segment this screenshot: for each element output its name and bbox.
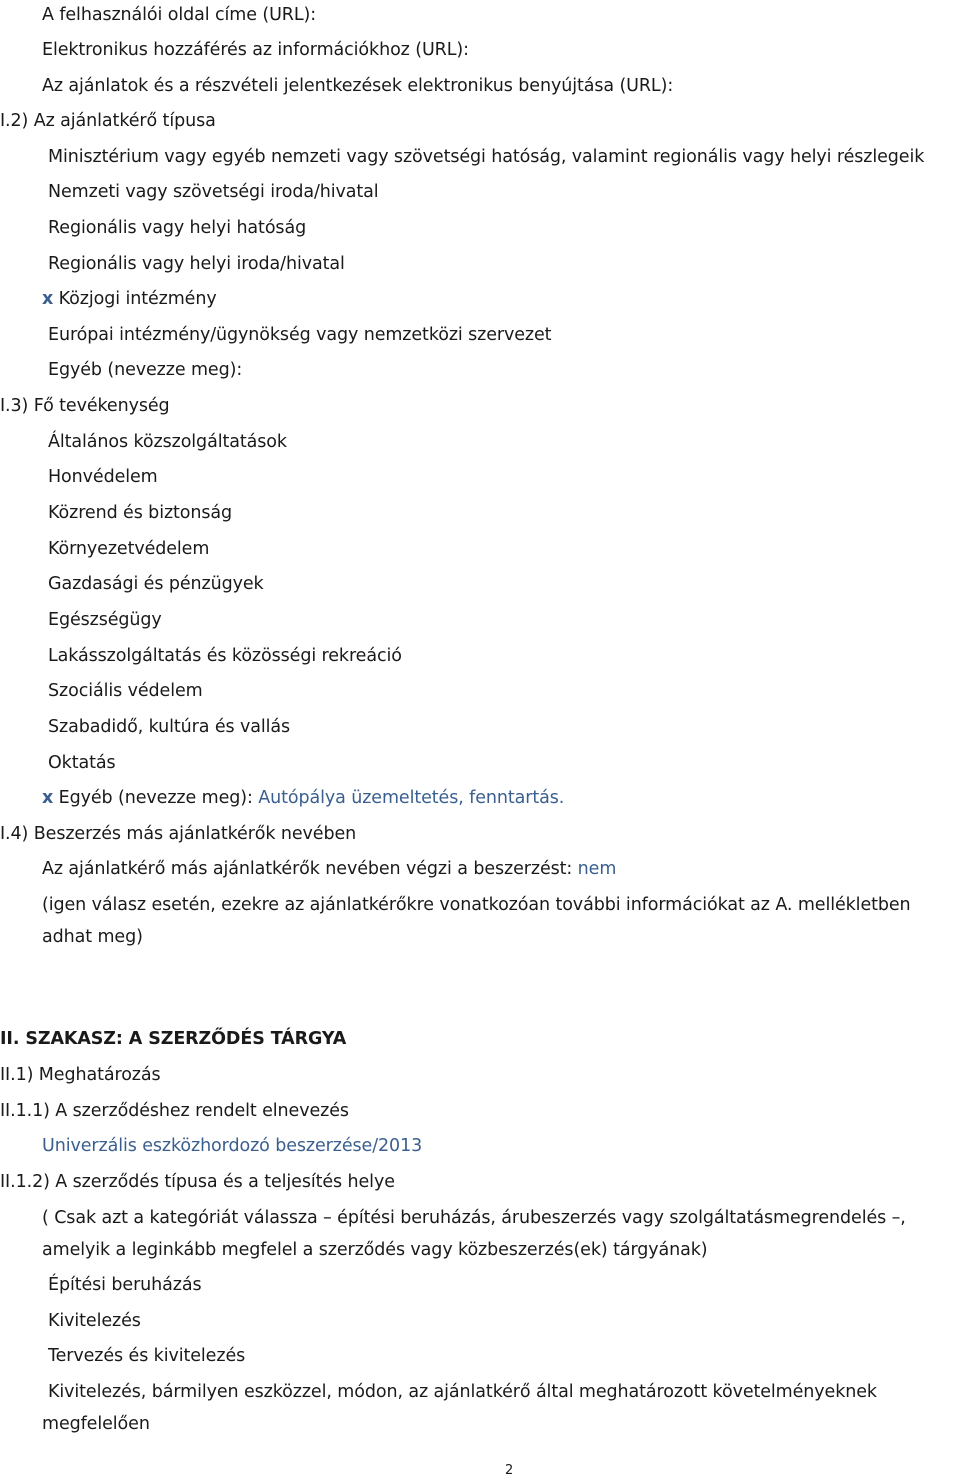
i3-option-housing: Lakásszolgáltatás és közösségi rekreáció <box>48 646 402 666</box>
i3-option-recreation: Szabadidő, kultúra és vallás <box>48 717 291 737</box>
ii12-option-execution-any-means: Kivitelezés, bármilyen eszközzel, módon, az ajánlatkérő által meghatározott követelményeknek megfelelően <box>42 1382 877 1434</box>
i2-option-ministry: Minisztérium vagy egyéb nemzeti vagy szövetségi hatóság, valamint regionális vagy helyi részlegeik <box>48 147 925 167</box>
i2-option-public-body-label: Közjogi intézmény <box>58 289 217 309</box>
i3-option-other-value: Autópálya üzemeltetés, fenntartás. <box>258 788 565 808</box>
ii12-option-design-execution: Tervezés és kivitelezés <box>48 1346 246 1366</box>
selected-mark: x <box>42 788 54 808</box>
i3-option-defence: Honvédelem <box>48 467 158 487</box>
i3-option-general-services: Általános közszolgáltatások <box>48 432 287 452</box>
i3-option-education: Oktatás <box>48 753 116 773</box>
i3-option-other-label: Egyéb (nevezze meg): <box>58 788 253 808</box>
i2-option-national-office: Nemzeti vagy szövetségi iroda/hivatal <box>48 182 379 202</box>
i3-option-economic-financial: Gazdasági és pénzügyek <box>48 574 264 594</box>
page-number: 2 <box>505 1463 514 1478</box>
i3-option-social-protection: Szociális védelem <box>48 681 203 701</box>
heading-ii1: II.1) Meghatározás <box>0 1065 161 1085</box>
heading-i3: I.3) Fő tevékenység <box>0 396 170 416</box>
i4-question-text: Az ajánlatkérő más ajánlatkérők nevében végzi a beszerzést: <box>42 859 573 879</box>
heading-ii11: II.1.1) A szerződéshez rendelt elnevezés <box>0 1101 349 1121</box>
i2-option-other: Egyéb (nevezze meg): <box>48 360 243 380</box>
heading-ii12: II.1.2) A szerződés típusa és a teljesítés helye <box>0 1172 395 1192</box>
i4-question <box>42 857 616 881</box>
url-line-user-page: A felhasználói oldal címe (URL): <box>42 5 317 25</box>
i2-option-regional-authority: Regionális vagy helyi hatóság <box>48 218 307 238</box>
heading-i2: I.2) Az ajánlatkérő típusa <box>0 111 216 131</box>
contract-name-value: Univerzális eszközhordozó beszerzése/2013 <box>42 1136 423 1156</box>
i2-option-regional-office: Regionális vagy helyi iroda/hivatal <box>48 254 345 274</box>
url-line-electronic-submission: Az ajánlatok és a részvételi jelentkezések elektronikus benyújtása (URL): <box>42 76 674 96</box>
url-line-electronic-access: Elektronikus hozzáférés az információkhoz (URL): <box>42 40 469 60</box>
section2-title: II. SZAKASZ: A SZERZŐDÉS TÁRGYA <box>0 1029 347 1049</box>
i3-option-other <box>42 786 564 810</box>
selected-mark: x <box>42 289 54 309</box>
i3-option-public-order: Közrend és biztonság <box>48 503 233 523</box>
i2-option-european-institution: Európai intézmény/ügynökség vagy nemzetközi szervezet <box>48 325 552 345</box>
ii12-instruction: ( Csak azt a kategóriát válassza – építési beruházás, árubeszerzés vagy szolgáltatásmegrendelés –, amelyik a leginkább megfelel a szerződés vagy közbeszerzés(ek) tárgyának) <box>42 1208 906 1260</box>
ii12-option-construction: Építési beruházás <box>48 1275 202 1295</box>
heading-i4: I.4) Beszerzés más ajánlatkérők nevében <box>0 824 357 844</box>
ii12-option-execution: Kivitelezés <box>48 1311 141 1331</box>
i3-option-health: Egészségügy <box>48 610 162 630</box>
i4-note: (igen válasz esetén, ezekre az ajánlatkérőkre vonatkozóan további információkat az A. mellékletben adhat meg) <box>42 895 911 947</box>
i3-option-environment: Környezetvédelem <box>48 539 210 559</box>
i2-option-public-body <box>42 287 217 311</box>
i4-answer: nem <box>577 859 617 879</box>
